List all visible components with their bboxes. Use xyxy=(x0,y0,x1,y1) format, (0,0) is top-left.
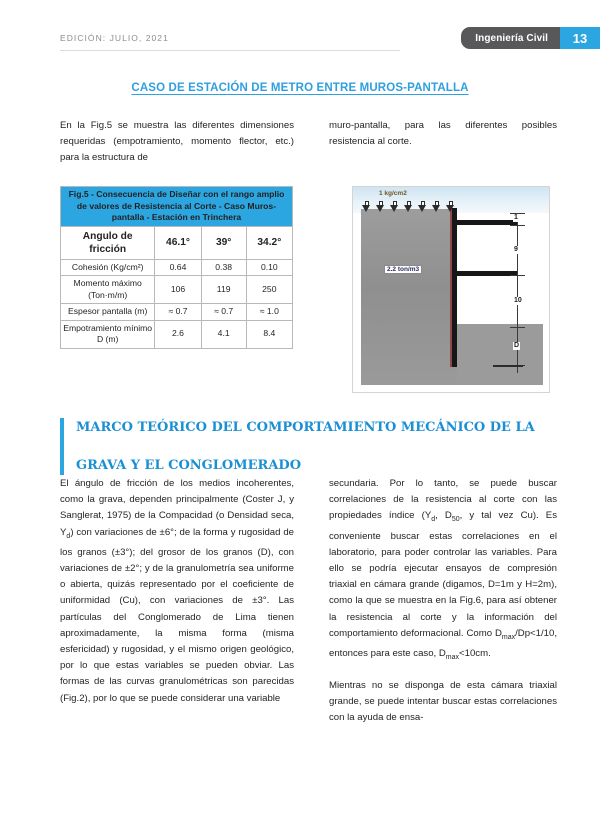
load-arrow-icon xyxy=(377,201,384,212)
body-right-paragraph-2: Mientras no se disponga de esta cámara triaxial grande, se puede intentar buscar estas correlaciones con la ayuda de ensa- xyxy=(329,679,557,724)
soil-mass-right xyxy=(457,324,543,385)
dimension-label: 1 xyxy=(514,214,518,221)
table-row xyxy=(61,259,293,276)
table-row xyxy=(61,320,293,348)
dimension-tick xyxy=(510,327,525,328)
intro-right-text: muro-pantalla, para las diferentes posibles resistencia al corte. xyxy=(329,120,557,148)
table-caption-row xyxy=(61,187,293,227)
row-label: Espesor pantalla (m) xyxy=(61,304,155,321)
embedment-base-line xyxy=(493,365,523,367)
table-row xyxy=(61,276,293,304)
row-value: 2.6 xyxy=(155,320,201,348)
intro-paragraph-left xyxy=(60,118,294,167)
row-value: 0.10 xyxy=(246,259,292,276)
section-heading-line-2: GRAVA Y EL CONGLOMERADO xyxy=(76,458,302,473)
section-tab-label: Ingeniería Civil xyxy=(475,32,548,44)
row-label: Empotramiento mínimo D (m) xyxy=(61,320,155,348)
surcharge-load-label: 1 kg/cm2 xyxy=(379,190,407,197)
row-value: ≈ 1.0 xyxy=(246,304,292,321)
body-column-left xyxy=(60,476,294,707)
intro-left-text: En la Fig.5 se muestra las diferentes dimensiones requeridas (empotramiento, momento flector, etc.) para la estructura de xyxy=(60,120,294,164)
row-value: 0.64 xyxy=(155,259,201,276)
figure5-diagram xyxy=(352,186,550,393)
section-heading-text xyxy=(64,418,535,475)
row-value: 8.4 xyxy=(246,320,292,348)
dimension-tick xyxy=(510,275,525,276)
page-header xyxy=(0,0,600,60)
intro-paragraph-right xyxy=(329,118,557,150)
header-divider xyxy=(60,50,400,51)
row-value: 119 xyxy=(201,276,246,304)
row-value: 34.2° xyxy=(246,226,292,259)
section-heading-line-1: MARCO TEÓRICO DEL COMPORTAMIENTO MECÁNICO DE LA xyxy=(76,420,535,435)
diaphragm-wall xyxy=(452,208,457,367)
strut-lower xyxy=(457,271,517,276)
soil-density-label: 2.2 ton/m3 xyxy=(384,265,422,274)
load-arrow-icon xyxy=(363,201,370,212)
section-heading xyxy=(60,418,557,475)
row-label: Angulo de fricción xyxy=(61,226,155,259)
row-value: ≈ 0.7 xyxy=(155,304,201,321)
page-number-badge xyxy=(560,27,600,49)
load-arrow-icon xyxy=(391,201,398,212)
dimension-label: D xyxy=(514,342,520,349)
row-value: 39° xyxy=(201,226,246,259)
dimension-label: 10 xyxy=(514,297,522,304)
load-arrow-icon xyxy=(433,201,440,212)
section-tab xyxy=(461,27,560,49)
load-arrow-icon xyxy=(405,201,412,212)
table-row xyxy=(61,226,293,259)
strut-upper xyxy=(457,220,517,225)
row-label: Cohesión (Kg/cm²) xyxy=(61,259,155,276)
edition-label: EDICIÓN: JULIO, 2021 xyxy=(60,33,169,43)
load-arrow-icon xyxy=(419,201,426,212)
row-value: 46.1° xyxy=(155,226,201,259)
article-title-link[interactable]: CASO DE ESTACIÓN DE METRO ENTRE MUROS-PANTALLA xyxy=(131,82,469,94)
row-value: 4.1 xyxy=(201,320,246,348)
load-arrow-icon xyxy=(447,201,454,212)
row-value: ≈ 0.7 xyxy=(201,304,246,321)
dimension-tick xyxy=(510,225,525,226)
row-value: 106 xyxy=(155,276,201,304)
body-right-paragraph-1: secundaria. Por lo tanto, se puede buscar correlaciones de la resistencia al corte con las propiedades índice ($Y_d$, $D_{50}$, y tal vez Cu). Es conveniente buscar estas correlaciones en el laboratorio, para poder controlar las variables. Para ello se podría ejecutar ensayos de compresión triaxial en cámara grande (digamos, D=1m y H=2m), como la que se muestra en la Fig.6, para así obtener la resistencia al corte y la información del comportamiento deformacional. Como $D_{max}/Dp<1/10$, entonces para este caso, $D_{max}<10cm$. xyxy=(329,478,557,661)
figure5-caption: Fig.5 - Consecuencia de Diseñar con el rango amplio de valores de Resistencia al Corte - Caso Muros-pantalla - Estación en Trinchera xyxy=(61,187,293,227)
article-title[interactable] xyxy=(0,82,600,94)
body-column-right xyxy=(329,476,557,727)
figure5-table xyxy=(60,186,293,349)
row-value: 250 xyxy=(246,276,292,304)
table-row xyxy=(61,304,293,321)
row-label: Momento máximo (Ton·m/m) xyxy=(61,276,155,304)
dimension-label: 9 xyxy=(514,246,518,253)
body-left-paragraph: El ángulo de fricción de los medios incoherentes, como la grava, dependen principalmente (Coster J, y Sanglerat, 1975) de la Compacidad (o Densidad seca, $Y_d$) con variaciones de ±6°; de la forma y rugosidad de los granos (±3°); del grosor de los granos (D), con variaciones de ±2°; y de la granulometría sea uniforme o abierta, quizás representado por el coeficiente de uniformidad (Cu), con variaciones de ±3°. Las partículas del Conglomerado de Lima tienen aproximadamente, la misma forma (misma esfericidad) y rugosidad, y el mismo origen geológico, por lo que estas variables se pueden obviar. Las formas de las curvas granulométricas son parecidas (Fig.2), por lo que se puede considerar una variable xyxy=(60,478,294,704)
page-number-text: 13 xyxy=(572,30,588,46)
soil-mass-left xyxy=(361,209,457,385)
row-value: 0.38 xyxy=(201,259,246,276)
